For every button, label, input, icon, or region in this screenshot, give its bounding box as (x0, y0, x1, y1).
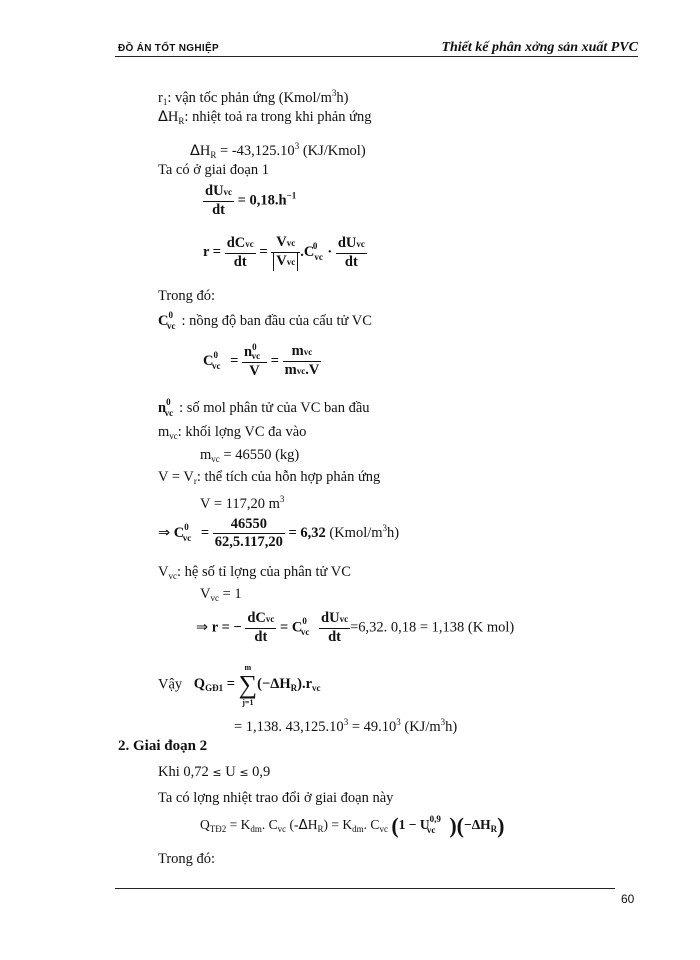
equation-q-gd1-result: = 1,138. $43,125.10^3 = 49.10^3$ $(KJ/m^3h)$ (234, 717, 458, 735)
equation-rate-du: $\frac{\text{dUvc}}{dt}$ = $0,18.h^{-1}$ (205, 183, 297, 218)
header-right-title: Thiết kế phân xởng sản xuất PVC (441, 40, 638, 55)
delta-icon: Δ (190, 143, 200, 159)
trong-do-label-2: Trong đó: (158, 851, 216, 867)
mvc-definition: $m_{vc}$: khối lợng VC đa vào (158, 424, 307, 441)
mvc-value: $m_{vc} = 46550$ (kg) (200, 447, 300, 464)
trong-do-label-1: Trong đó: (158, 288, 216, 304)
less-equal-icon: ≤ (239, 766, 249, 779)
section-heading-stage2: 2. Giai đoạn 2 (118, 738, 208, 754)
stage2-condition: Khi 0,72 ≤ U ≤ 0,9 (158, 764, 271, 780)
implies-arrow-icon: ⇒ (158, 524, 171, 541)
v-definition: $V = V_r$: thể tích của hỗn hợp phản ứng (158, 469, 381, 486)
delta-h-definition: $\Delta H_R$: nhiệt toả ra trong khi phản ứng (158, 109, 372, 126)
footer-divider (115, 888, 615, 889)
header-left-title: ĐỒ ÁN TỐT NGHIỆP (118, 43, 219, 54)
header-divider (115, 56, 638, 57)
equation-r-result: ⇒ r = − $\frac{\text{dCvc}}{dt}$ = $C^0_{vc}$ $\frac{\text{dUvc}}{dt}$ =6,32. 0,18 = 1,138 (K mol) (196, 610, 515, 645)
c0-definition: $C^0_{vc}$ : nồng độ ban đầu của cấu tử VC (158, 310, 372, 331)
equation-q-td2: $Q_{TĐ2} = K_{dm}$. $C_{vc}$ $(-\Delta H_R) = K_{dm}$. $C_{vc}$ (1 − U$^{0,9}_{vc}$ )$(-\Delta H_R)$ (200, 812, 505, 838)
vvc-value: $V_{vc} = 1$ (200, 586, 242, 603)
stage2-intro: Ta có lợng nhiệt trao đổi ở giai đoạn này (158, 790, 394, 806)
equation-q-gd1: Vậy $Q_{GĐ1}$ = m ∑ j=1 $(-\Delta H_R).r_{vc}$ (158, 663, 321, 707)
v-value: V = 117,20 $m^3$ (200, 494, 285, 512)
equation-c0: $C^0_{vc}$ = $\frac{n^0_{vc}}{V}$ = $\frac{\text{mvc}}{\text{mvc.V}}$ (203, 341, 320, 379)
r1-definition: $r_1$: vận tốc phản ứng $(Kmol/m^3h)$ (158, 88, 349, 107)
n0-definition: $n^0_{vc}$ : số mol phân tử của VC ban đầu (158, 397, 370, 418)
stage1-intro: Ta có ở giai đoạn 1 (158, 162, 269, 178)
delta-icon: Δ (298, 817, 308, 833)
page-number: 60 (621, 892, 635, 906)
delta-icon: Δ (158, 109, 168, 125)
implies-arrow-icon: ⇒ (196, 619, 209, 636)
delta-h-equation: $\Delta H_R = -43,125.10^3$ (KJ/Kmol) (190, 141, 366, 160)
less-equal-icon: ≤ (212, 766, 222, 779)
vvc-definition: $V_{vc}$: hệ số tỉ lợng của phân tử VC (158, 564, 351, 581)
equation-c0-result: ⇒ $C^0_{vc}$ = $\frac{46550}{62,5.117,20}$ = 6,32 $(Kmol/m^3h)$ (158, 516, 400, 550)
equation-rate-r: r = $\frac{\text{dCvc}}{dt}$ = $\frac{\text{Vvc}}{\text{Vvc}}$ $.C_{vc}^0$ · $\frac{\text{dUvc}}{dt}$ (203, 234, 365, 270)
